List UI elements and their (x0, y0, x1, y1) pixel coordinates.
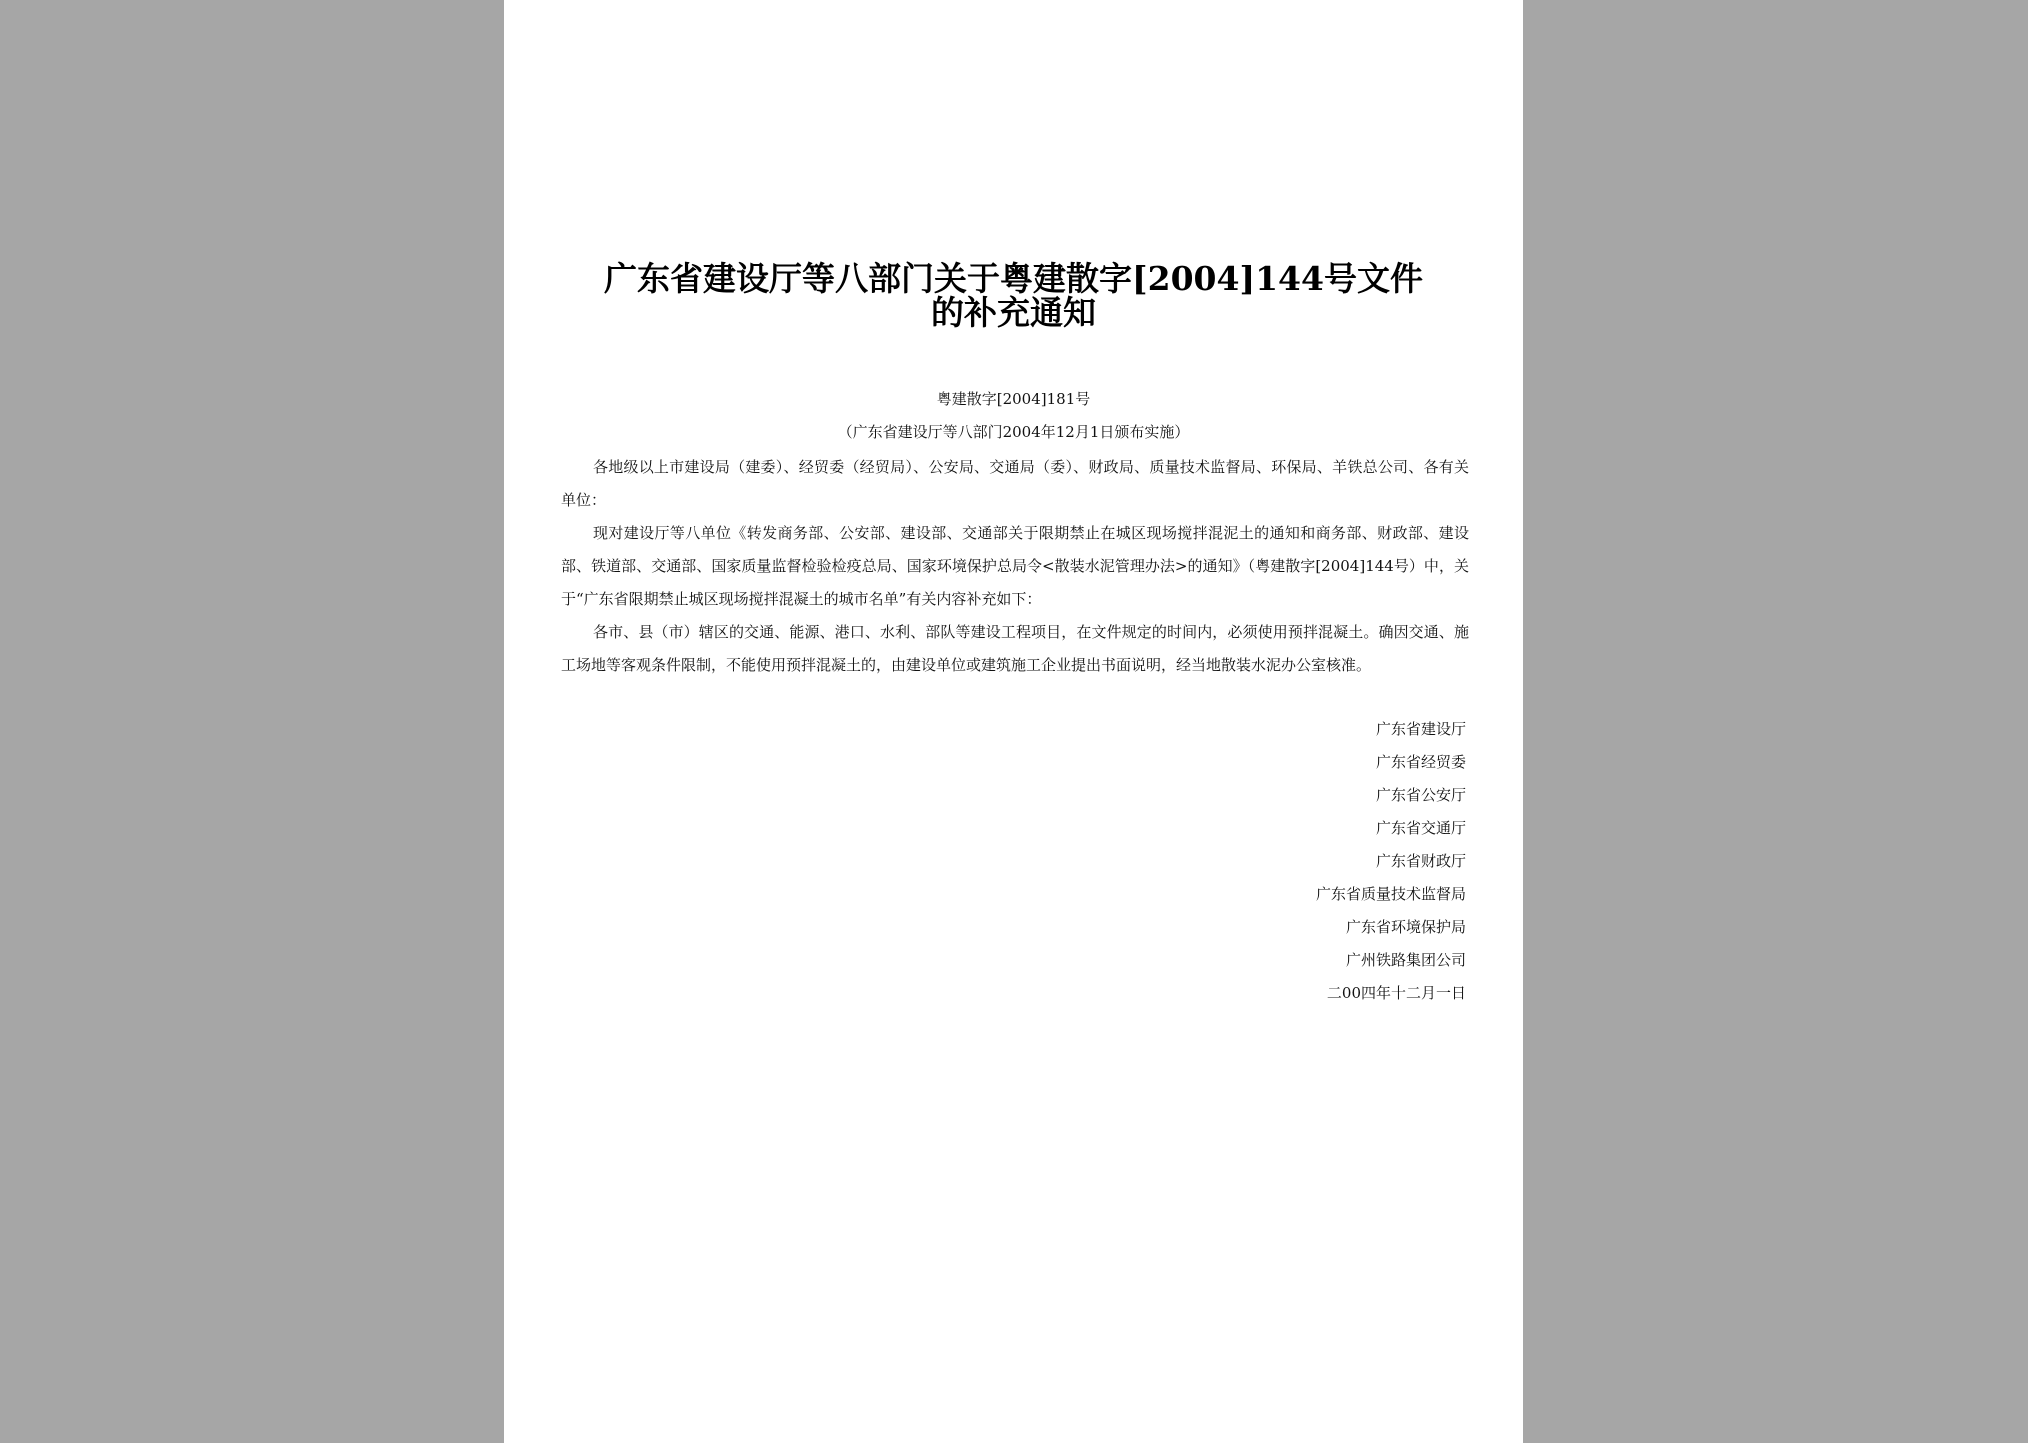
signatory: 广东省质量技术监督局 (1315, 885, 1466, 903)
signatory: 广东省财政厅 (1375, 852, 1466, 870)
signatory: 广州铁路集团公司 (1345, 951, 1466, 969)
document-body (561, 451, 1469, 682)
signatory: 广东省经贸委 (1375, 753, 1466, 771)
signatory: 广东省建设厅 (1375, 720, 1466, 738)
title-line-1: 广东省建设厅等八部门关于粤建散字[2004]144号文件 (604, 259, 1423, 298)
document-number: 粤建散字[2004]181号 (936, 390, 1091, 408)
document-date: 二00四年十二月一日 (1326, 984, 1466, 1002)
paragraph-intro: 现对建设厅等八单位《转发商务部、公安部、建设部、交通部关于限期禁止在城区现场搅拌混泥土的通知和商务部、财政部、建设部、铁道部、交通部、国家质量监督检验检疫总局、国家环境保护总局令<散装水泥管理办法>的通知》（粤建散字[2004]144号）中，关于“广东省限期禁止城区现场搅拌混凝土的城市名单”有关内容补充如下： (561, 524, 1469, 608)
document-page (504, 0, 1523, 1443)
signatory: 广东省环境保护局 (1345, 918, 1466, 936)
signatory: 广东省公安厅 (1375, 786, 1466, 804)
title-line-2: 的补充通知 (931, 293, 1096, 332)
paragraph-addressees: 各地级以上市建设局（建委）、经贸委（经贸局）、公安局、交通局（委）、财政局、质量技术监督局、环保局、羊铁总公司、各有关单位： (561, 458, 1469, 509)
signatory: 广东省交通厅 (1375, 819, 1466, 837)
paragraph-requirement: 各市、县（市）辖区的交通、能源、港口、水利、部队等建设工程项目，在文件规定的时间内，必须使用预拌混凝土。确因交通、施工场地等客观条件限制，不能使用预拌混凝土的，由建设单位或建筑施工企业提出书面说明，经当地散装水泥办公室核准。 (561, 623, 1469, 674)
signatory-block (1316, 713, 1466, 1010)
document-title (504, 259, 1523, 332)
issued-note: （广东省建设厅等八部门2004年12月1日颁布实施） (837, 423, 1190, 441)
